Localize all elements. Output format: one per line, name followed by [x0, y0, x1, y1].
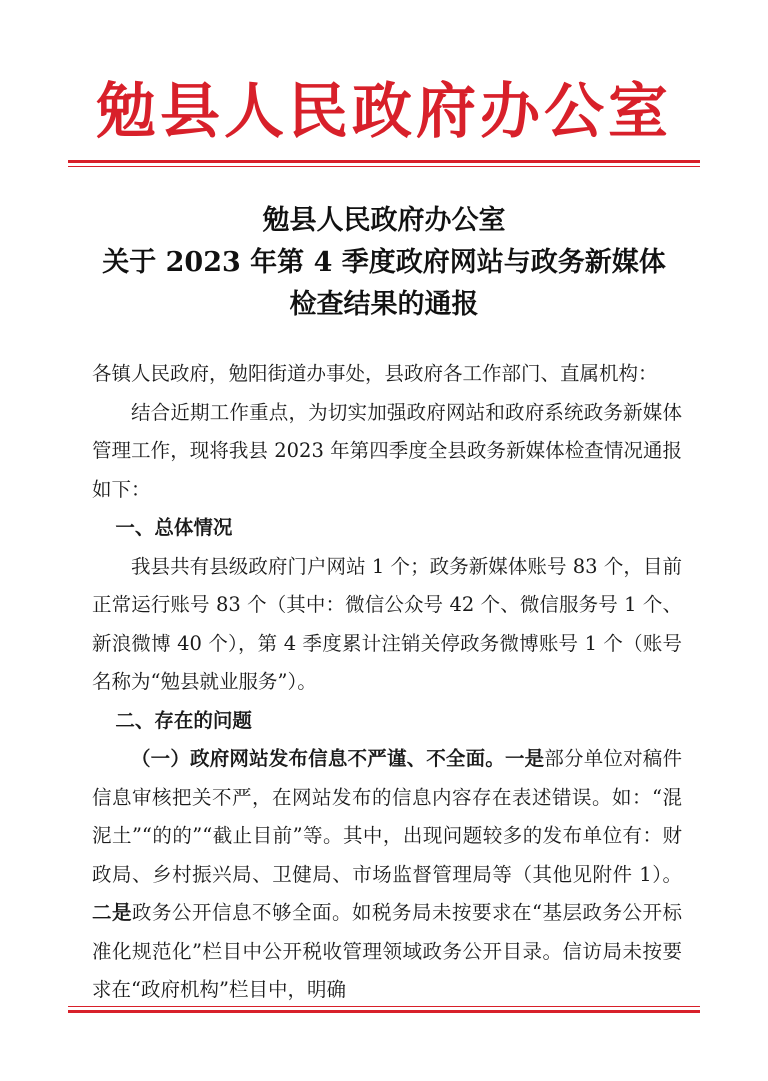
point-marker-second: 二是	[92, 901, 133, 924]
intro-paragraph: 结合近期工作重点，为切实加强政府网站和政府系统政务新媒体管理工作，现将我县 2023 年第四季度全县政务新媒体检查情况通报如下：	[92, 400, 682, 501]
letterhead-rule-thick	[68, 160, 700, 163]
title-line-1: 勉县人民政府办公室	[262, 205, 506, 236]
title-line-2: 关于 2023 年第 4 季度政府网站与政务新媒体	[102, 247, 666, 278]
overview-paragraph: 我县共有县级政府门户网站 1 个；政务新媒体账号 83 个，目前正常运行账号 83 个（其中：微信公众号 42 个、微信服务号 1 个、新浪微博 40 个），第 4 季度累计注销关停政务微博账号 1 个（账号名称为“勉县就业服务”）。	[92, 554, 682, 693]
footer-rule-thin	[68, 1006, 700, 1007]
point-text-first: 部分单位对稿件信息审核把关不严，在网站发布的信息内容存在表述错误。如：“混泥土”“的的”“截止目前”等。其中，出现问题较多的发布单位有：财政局、乡村振兴局、卫健局、市场监督管理局等（其他见附件 1）。	[92, 747, 682, 886]
subsection-heading-website: （一）政府网站发布信息不严谨、不全面。	[131, 747, 505, 770]
letterhead-rule-thin	[68, 166, 700, 167]
document-body	[92, 355, 682, 1010]
point-marker-first: 一是	[505, 747, 545, 770]
section-heading-overview: 一、总体情况	[115, 516, 233, 539]
salutation: 各镇人民政府，勉阳街道办事处，县政府各工作部门、直属机构：	[92, 362, 658, 385]
footer-rule-thick	[68, 1010, 700, 1013]
problems-paragraph	[92, 740, 682, 1010]
document-title	[70, 200, 698, 326]
point-text-second: 政务公开信息不够全面。如税务局未按要求在“基层政务公开标准化规范化”栏目中公开税收管理领域政务公开目录。信访局未按要求在“政府机构”栏目中，明确	[92, 901, 682, 1001]
section-heading-problems: 二、存在的问题	[115, 708, 252, 732]
title-line-3: 检查结果的通报	[289, 289, 479, 320]
letterhead-title: 勉县人民政府办公室	[96, 77, 672, 147]
